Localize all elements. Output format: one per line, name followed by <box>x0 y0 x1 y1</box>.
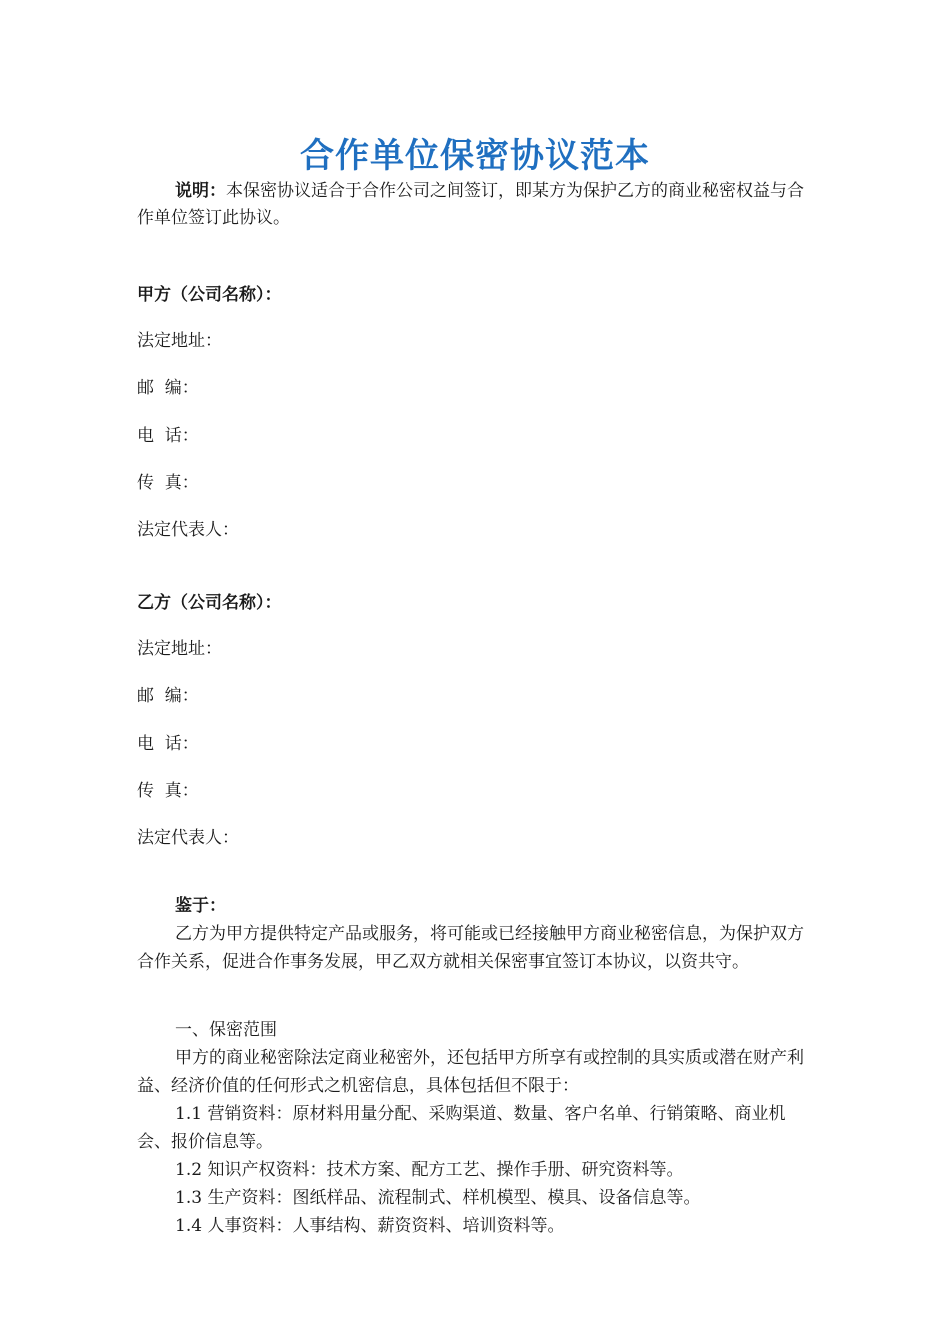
scope-item: 1.4 人事资料：人事结构、薪资资料、培训资料等。 <box>175 1216 565 1236</box>
party-b-fax: 传 真： <box>137 781 199 801</box>
scope-item: 1.2 知识产权资料：技术方案、配方工艺、操作手册、研究资料等。 <box>175 1160 684 1180</box>
party-a-address: 法定地址： <box>137 331 222 351</box>
party-b-rep: 法定代表人： <box>137 828 239 848</box>
document-title: 合作单位保密协议范本 <box>300 136 650 176</box>
party-a-rep: 法定代表人： <box>137 520 239 540</box>
whereas-section <box>137 892 817 976</box>
scope-section <box>137 1016 817 1240</box>
party-a-fax: 传 真： <box>137 473 199 493</box>
scope-item: 1.1 营销资料：原材料用量分配、采购渠道、数量、客户名单、行销策略、商业机会、报价信息等。 <box>137 1104 786 1152</box>
scope-heading: 一、保密范围 <box>175 1020 277 1040</box>
party-a-phone: 电 话： <box>137 426 199 446</box>
party-a-heading: 甲方（公司名称）： <box>137 285 282 305</box>
party-a-postcode: 邮 编： <box>137 378 199 398</box>
party-b-address: 法定地址： <box>137 639 222 659</box>
intro-note <box>137 178 817 232</box>
party-b-phone: 电 话： <box>137 734 199 754</box>
intro-lead: 说明： <box>175 181 226 201</box>
party-b-postcode: 邮 编： <box>137 686 199 706</box>
party-b-heading: 乙方（公司名称）： <box>137 593 282 613</box>
scope-text: 甲方的商业秘密除法定商业秘密外，还包括甲方所享有或控制的具实质或潜在财产利益、经济价值的任何形式之机密信息，具体包括但不限于： <box>137 1048 804 1096</box>
whereas-text: 乙方为甲方提供特定产品或服务，将可能或已经接触甲方商业秘密信息，为保护双方合作关系，促进合作事务发展，甲乙双方就相关保密事宜签订本协议，以资共守。 <box>137 924 804 972</box>
whereas-heading: 鉴于： <box>175 896 226 916</box>
intro-text: 本保密协议适合于合作公司之间签订，即某方为保护乙方的商业秘密权益与合作单位签订此协议。 <box>137 181 804 228</box>
scope-item: 1.3 生产资料：图纸样品、流程制式、样机模型、模具、设备信息等。 <box>175 1188 701 1208</box>
